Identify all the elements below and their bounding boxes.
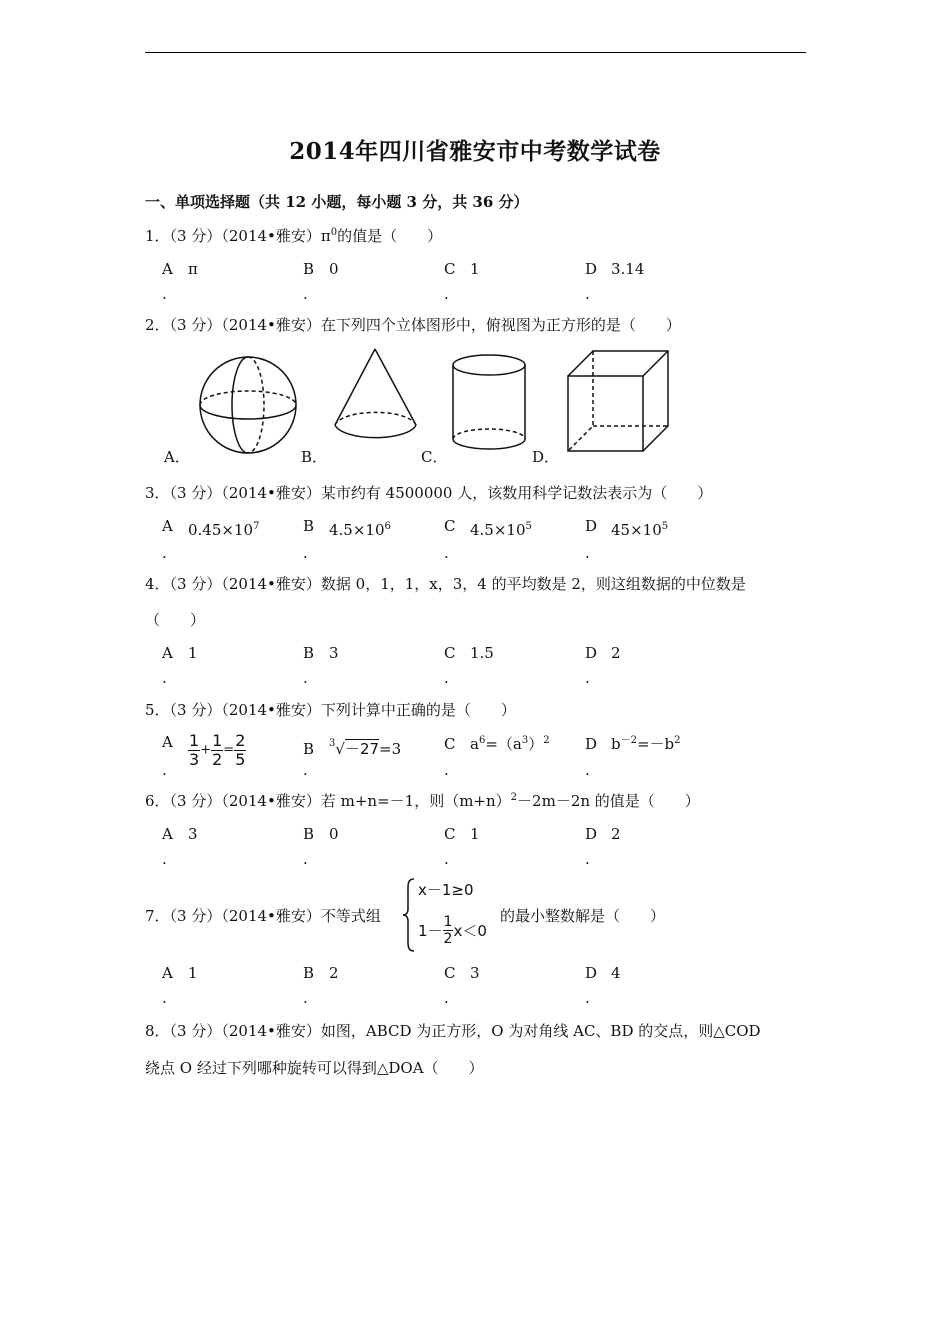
q4-option-b[interactable] — [303, 643, 339, 663]
expr-exp: 3 — [521, 735, 529, 746]
cylinder-figure — [453, 355, 525, 449]
option-base: 45×10 — [611, 521, 662, 539]
question-5: 5．（3 分）（2014•雅安）下列计算中正确的是（ ） — [145, 701, 516, 719]
denominator: 5 — [235, 750, 246, 769]
equals-sign: = — [223, 742, 235, 758]
expr-part: ） — [528, 735, 544, 753]
option-letter: D — [585, 644, 598, 662]
option-dot: . — [162, 850, 167, 868]
plus-sign: + — [200, 742, 212, 758]
option-dot: . — [444, 761, 449, 779]
option-letter: C — [444, 260, 456, 278]
option-letter: A — [162, 825, 173, 843]
option-letter: D — [585, 735, 598, 753]
question-8: 8．（3 分）（2014•雅安）如图，ABCD 为正方形，O 为对角线 AC、BD 的交点，则△COD — [145, 1022, 761, 1040]
q7-option-c[interactable] — [444, 963, 480, 983]
q3-option-b[interactable] — [303, 516, 391, 539]
option-dot: . — [585, 669, 590, 687]
option-dot: . — [303, 285, 308, 303]
cone-figure — [335, 349, 416, 438]
option-letter: D — [585, 517, 598, 535]
q1-option-b[interactable] — [303, 259, 339, 279]
q2-label-d[interactable]: D． — [532, 448, 560, 466]
q5-option-b[interactable] — [303, 734, 401, 759]
q3-option-d[interactable] — [585, 516, 669, 539]
q7-option-a[interactable] — [162, 963, 198, 983]
expr-part: a — [470, 735, 479, 753]
brace-icon — [402, 877, 416, 953]
q4-option-a[interactable] — [162, 643, 198, 663]
option-exp: 5 — [661, 521, 669, 532]
option-text: 3 — [188, 825, 198, 843]
expr-exp: －2 — [620, 735, 637, 746]
ineq-part: x＜0 — [453, 922, 487, 940]
option-letter: D — [585, 825, 598, 843]
expr-part: b — [611, 735, 621, 753]
q6-suffix: －2m－2n 的值是（ ） — [517, 792, 700, 810]
option-dot: . — [585, 761, 590, 779]
option-dot: . — [162, 989, 167, 1007]
option-text: 2 — [611, 825, 621, 843]
option-letter: A — [162, 644, 173, 662]
q1-prefix: 1．（3 分）（2014•雅安）π — [145, 227, 331, 245]
q6-option-a[interactable] — [162, 824, 198, 844]
option-dot: . — [303, 669, 308, 687]
option-text: 1.5 — [470, 644, 494, 662]
page-title: 2014年四川省雅安市中考数学试卷 — [289, 138, 661, 165]
option-letter: B — [303, 964, 315, 982]
q2-label-b[interactable]: B． — [301, 448, 328, 466]
section-heading: 一、单项选择题（共 12 小题，每小题 3 分，共 36 分） — [145, 193, 529, 211]
option-text: 1 — [470, 260, 480, 278]
option-text: 0 — [329, 260, 339, 278]
option-letter: A — [162, 733, 173, 751]
fraction — [443, 914, 454, 947]
question-4: 4．（3 分）（2014•雅安）数据 0，1，1，x，3，4 的平均数是 2，则这组数据的中位数是 — [145, 575, 746, 593]
question-1 — [145, 226, 442, 246]
option-letter: D — [585, 964, 598, 982]
option-dot: . — [585, 544, 590, 562]
option-dot: . — [444, 989, 449, 1007]
expr-exp: 2 — [674, 735, 681, 746]
q4-option-d[interactable] — [585, 643, 621, 663]
option-dot: . — [303, 850, 308, 868]
denominator: 2 — [212, 750, 223, 769]
option-dot: . — [585, 850, 590, 868]
option-text — [611, 521, 668, 539]
option-dot: . — [162, 544, 167, 562]
q5-option-a[interactable] — [162, 732, 246, 769]
denominator: 3 — [189, 750, 200, 769]
numerator: 1 — [189, 731, 200, 750]
option-letter: B — [303, 740, 315, 758]
option-letter: C — [444, 735, 456, 753]
ineq-part: 1－ — [418, 922, 443, 940]
q3-option-c[interactable] — [444, 516, 532, 539]
header-rule — [145, 52, 806, 53]
inequality-2 — [418, 914, 487, 947]
option-letter: C — [444, 964, 456, 982]
q1-option-c[interactable] — [444, 259, 480, 279]
q7-option-d[interactable] — [585, 963, 621, 983]
option-text: 3 — [329, 644, 339, 662]
option-dot: . — [444, 850, 449, 868]
radicand: －27 — [344, 740, 380, 758]
option-text: 3 — [470, 964, 480, 982]
expr-exp: 6 — [478, 735, 486, 746]
q6-option-c[interactable] — [444, 824, 480, 844]
option-dot: . — [585, 285, 590, 303]
option-text — [188, 521, 259, 539]
option-dot: . — [444, 285, 449, 303]
cube-figure — [568, 351, 668, 451]
question-3: 3．（3 分）（2014•雅安）某市约有 4500000 人，该数用科学记数法表示为（ ） — [145, 484, 713, 502]
option-letter: C — [444, 644, 456, 662]
option-dot: . — [162, 285, 167, 303]
expr-part: =（a — [485, 735, 522, 753]
option-letter: B — [303, 644, 315, 662]
fraction — [211, 732, 223, 769]
question-7-suffix: 的最小整数解是（ ） — [500, 907, 666, 925]
option-text: 0 — [329, 825, 339, 843]
question-8-cont: 绕点 O 经过下列哪种旋转可以得到△DOA（ ） — [145, 1059, 484, 1077]
option-text: 2 — [329, 964, 339, 982]
q5-option-d[interactable] — [585, 734, 681, 754]
expr-part: =－b — [636, 735, 675, 753]
option-letter: B — [303, 825, 315, 843]
option-text — [470, 521, 532, 539]
option-text: π — [188, 260, 198, 278]
numerator: 2 — [235, 731, 246, 750]
option-dot: . — [585, 989, 590, 1007]
option-exp: 6 — [384, 521, 391, 532]
denominator: 2 — [443, 931, 453, 947]
q6-exp: 2 — [510, 792, 518, 803]
option-base: 4.5×10 — [329, 521, 385, 539]
option-dot: . — [162, 761, 167, 779]
option-letter: B — [303, 260, 315, 278]
option-letter: C — [444, 825, 456, 843]
option-dot: . — [444, 544, 449, 562]
q2-label-a[interactable]: A． — [164, 448, 190, 466]
option-text: 2 — [611, 644, 621, 662]
option-base: 4.5×10 — [470, 521, 526, 539]
fraction — [234, 732, 246, 769]
option-base: 0.45×10 — [188, 521, 254, 539]
q1-option-a[interactable] — [162, 259, 198, 279]
option-exp: 5 — [525, 521, 532, 532]
expr-exp: 2 — [543, 735, 550, 746]
q3-option-a[interactable] — [162, 516, 260, 539]
question-6 — [145, 791, 700, 811]
q6-prefix: 6．（3 分）（2014•雅安）若 m+n=－1，则（m+n） — [145, 792, 511, 810]
option-letter: A — [162, 517, 173, 535]
q1-exp: 0 — [330, 227, 338, 238]
option-dot: . — [303, 761, 308, 779]
sphere-figure — [200, 357, 296, 453]
root-index: 3 — [329, 738, 336, 749]
q2-label-c[interactable]: C． — [421, 448, 448, 466]
option-letter: D — [585, 260, 598, 278]
question-4-cont: （ ） — [145, 611, 206, 629]
fraction — [188, 732, 200, 769]
option-dot: . — [162, 669, 167, 687]
root-result: =3 — [379, 740, 402, 758]
option-text: 4 — [611, 964, 621, 982]
q5-option-c[interactable] — [444, 734, 550, 754]
numerator: 1 — [212, 731, 223, 750]
q6-option-d[interactable] — [585, 824, 621, 844]
q4-option-c[interactable] — [444, 643, 494, 663]
option-text: 3.14 — [611, 260, 645, 278]
inequality-1: x－1≥0 — [418, 881, 474, 899]
q1-suffix: 的值是（ ） — [337, 227, 443, 245]
q6-option-b[interactable] — [303, 824, 339, 844]
option-letter: C — [444, 517, 456, 535]
option-dot: . — [303, 989, 308, 1007]
option-letter: B — [303, 517, 315, 535]
q1-option-d[interactable] — [585, 259, 644, 279]
option-dot: . — [444, 669, 449, 687]
option-text — [329, 521, 391, 539]
option-exp: 7 — [253, 521, 260, 532]
q2-solid-figures — [190, 343, 680, 458]
numerator: 1 — [443, 914, 453, 930]
q7-option-b[interactable] — [303, 963, 339, 983]
option-text: 1 — [470, 825, 480, 843]
question-7-prefix: 7．（3 分）（2014•雅安）不等式组 — [145, 907, 381, 925]
option-letter: A — [162, 260, 173, 278]
option-letter: A — [162, 964, 173, 982]
option-dot: . — [303, 544, 308, 562]
option-text: 1 — [188, 644, 198, 662]
option-text: 1 — [188, 964, 198, 982]
radical-icon: √ — [335, 740, 345, 758]
question-2: 2．（3 分）（2014•雅安）在下列四个立体图形中，俯视图为正方形的是（ ） — [145, 316, 681, 334]
